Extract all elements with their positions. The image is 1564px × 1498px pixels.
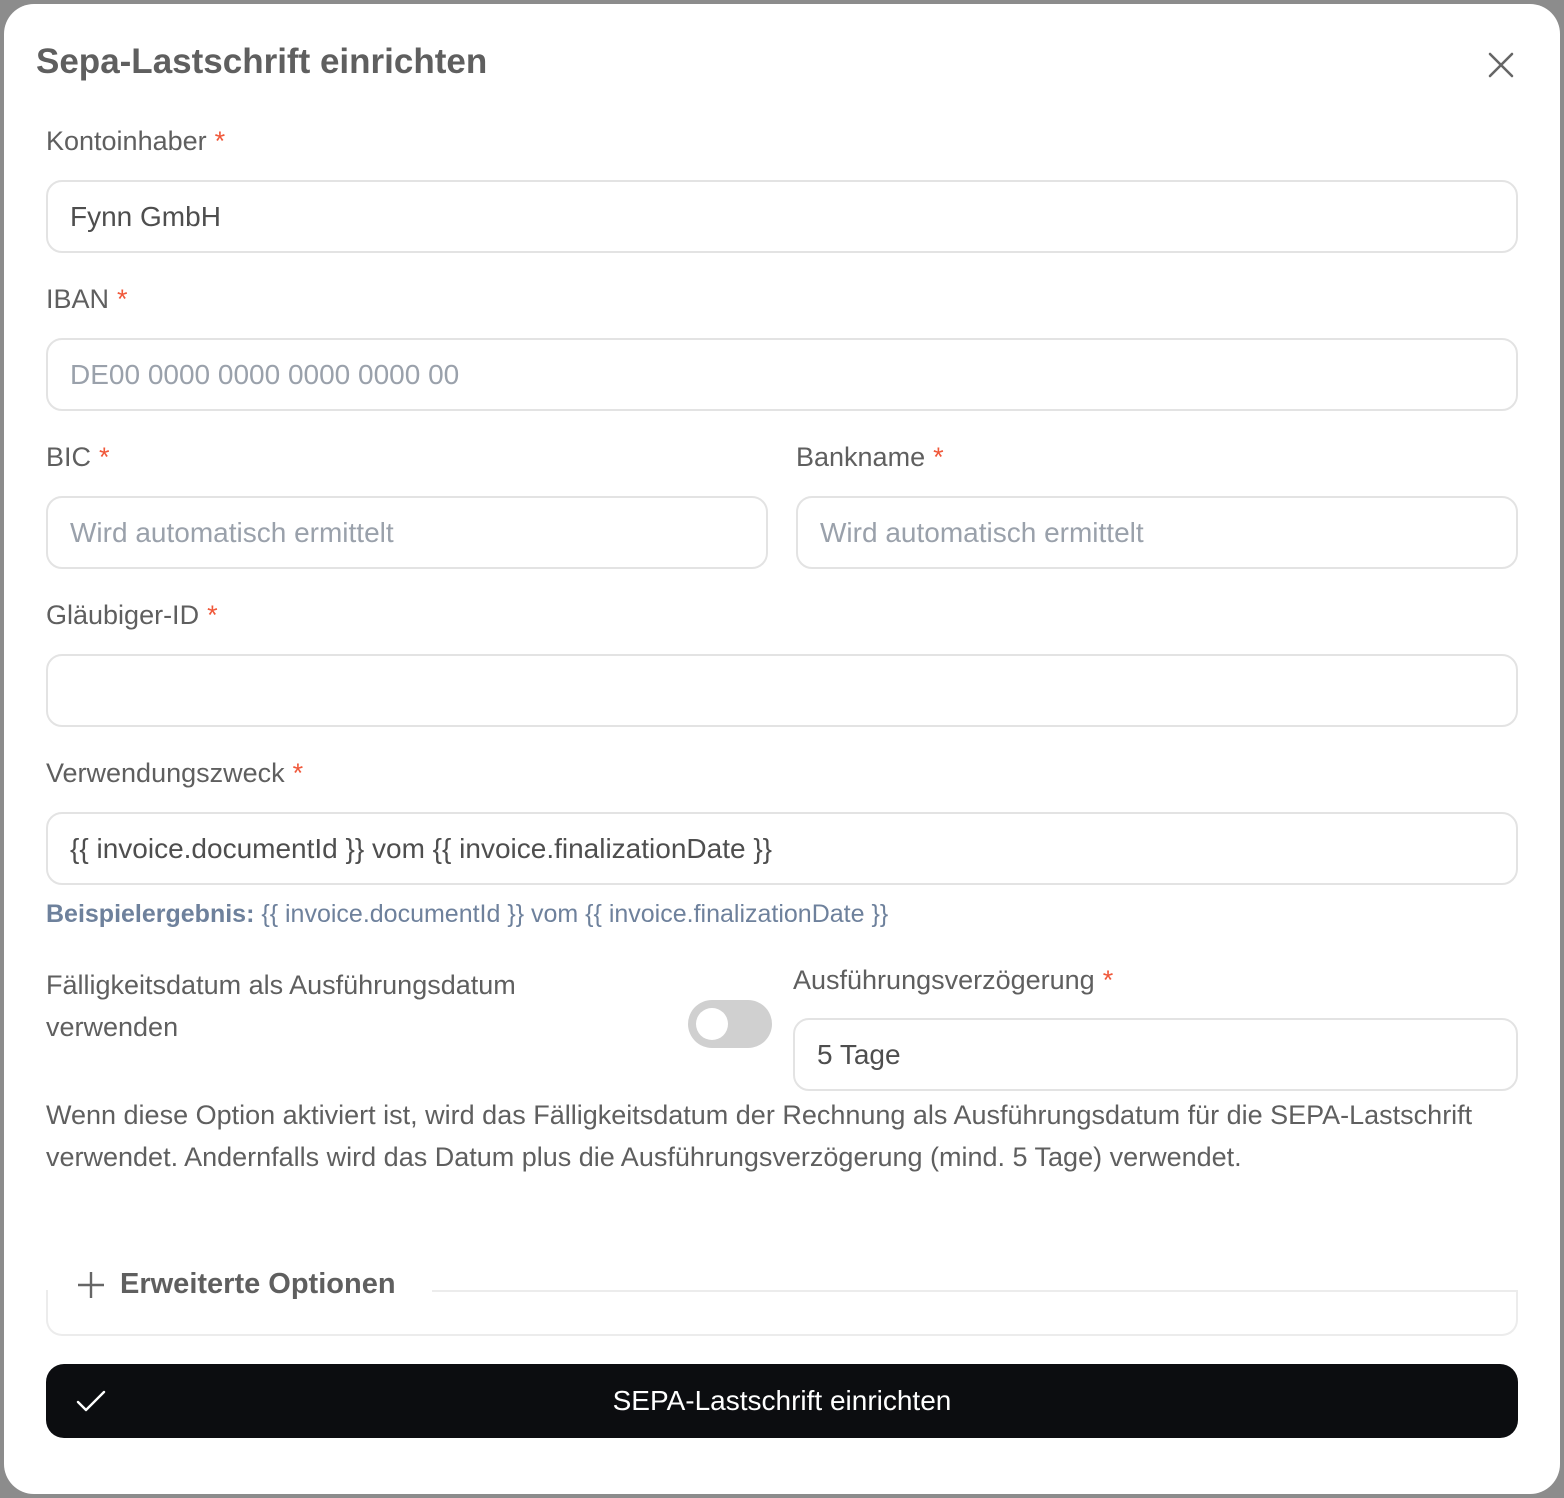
required-marker: * bbox=[99, 442, 110, 472]
bic-label bbox=[46, 442, 110, 473]
faelligkeit-label: Fälligkeitsdatum als Ausführungsdatum verwenden bbox=[46, 970, 516, 1042]
plus-icon bbox=[76, 1270, 106, 1300]
required-marker: * bbox=[1102, 965, 1114, 995]
sepa-dialog bbox=[4, 4, 1560, 1494]
required-marker: * bbox=[292, 758, 304, 788]
submit-label: SEPA-Lastschrift einrichten bbox=[612, 1385, 952, 1416]
example-result-label: Beispielergebnis: bbox=[46, 900, 255, 928]
bankname-label bbox=[796, 442, 944, 473]
required-marker: * bbox=[214, 126, 226, 156]
advanced-options-label: Erweiterte Optionen bbox=[120, 1268, 396, 1300]
glaeubiger-label bbox=[46, 600, 218, 631]
option-description: Wenn diese Option aktiviert ist, wird das Fälligkeitsdatum der Rechnung als Ausführungsdatum für die SEPA-Lastschrift verwendet. Andernfalls wird das Datum plus die Ausführungsverzögerung (mind. 5 Tage) verwendet. bbox=[46, 1100, 1473, 1172]
kontoinhaber-label bbox=[46, 126, 225, 157]
label-text: IBAN bbox=[46, 284, 110, 314]
advanced-options-toggle[interactable] bbox=[76, 1268, 416, 1301]
kontoinhaber-input[interactable]: Fynn GmbH bbox=[46, 180, 1518, 253]
submit-button[interactable] bbox=[46, 1364, 1518, 1438]
dialog-title: Sepa-Lastschrift einrichten bbox=[36, 42, 488, 81]
required-marker: * bbox=[117, 284, 128, 314]
check-icon bbox=[76, 1388, 106, 1414]
verzoegerung-label bbox=[793, 965, 1113, 996]
bic-input[interactable]: Wird automatisch ermittelt bbox=[46, 496, 768, 569]
iban-label bbox=[46, 284, 128, 315]
bankname-input[interactable]: Wird automatisch ermittelt bbox=[796, 496, 1518, 569]
verwendungszweck-label bbox=[46, 758, 303, 789]
toggle-knob bbox=[696, 1008, 728, 1040]
label-text: Bankname bbox=[796, 442, 926, 472]
verzoegerung-input[interactable]: 5 Tage bbox=[793, 1018, 1518, 1091]
close-button[interactable] bbox=[1484, 48, 1518, 82]
label-text: BIC bbox=[46, 442, 92, 472]
label-text: Kontoinhaber bbox=[46, 126, 207, 156]
verwendungszweck-input[interactable]: {{ invoice.documentId }} vom {{ invoice.finalizationDate }} bbox=[46, 812, 1518, 885]
divider bbox=[432, 1290, 1518, 1292]
glaeubiger-input[interactable] bbox=[46, 654, 1518, 727]
example-result bbox=[46, 900, 888, 929]
label-text: Gläubiger-ID bbox=[46, 600, 200, 630]
faelligkeit-toggle[interactable] bbox=[688, 1000, 772, 1048]
required-marker: * bbox=[933, 442, 944, 472]
iban-input[interactable]: DE00 0000 0000 0000 0000 00 bbox=[46, 338, 1518, 411]
label-text: Ausführungsverzögerung bbox=[793, 965, 1095, 995]
close-icon bbox=[1484, 48, 1518, 82]
required-marker: * bbox=[207, 600, 218, 630]
label-text: Verwendungszweck bbox=[46, 758, 285, 788]
example-result-value: {{ invoice.documentId }} vom {{ invoice.finalizationDate }} bbox=[261, 900, 889, 928]
